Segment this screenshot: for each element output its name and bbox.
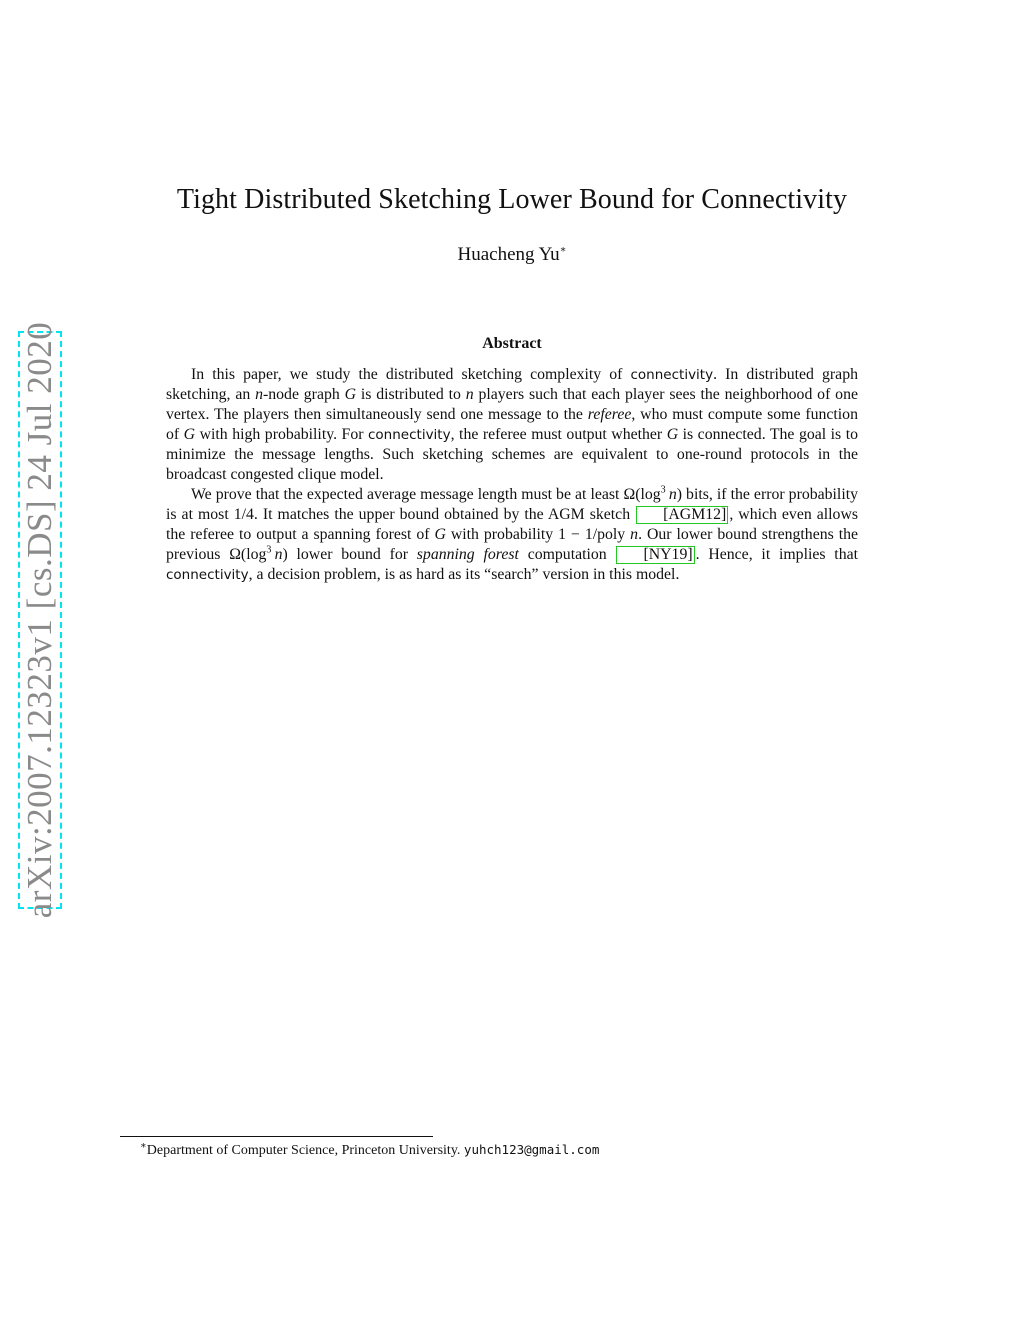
author-footnote-mark[interactable]: ∗ xyxy=(559,244,567,256)
term-connectivity: connectivity xyxy=(368,427,451,443)
text-run: players such that each player sees the neighborhood of one vertex. The players then simultaneously send one message to the xyxy=(166,386,858,423)
math-var: G xyxy=(344,386,357,403)
text-run: -node graph xyxy=(262,386,345,403)
citation-link-agm12[interactable]: [AGM12] xyxy=(636,506,728,524)
footnote-rule xyxy=(120,1136,433,1137)
footnote-mark: ∗ xyxy=(140,1140,147,1152)
math-var: n xyxy=(668,486,677,503)
text-run: is distributed to xyxy=(356,386,466,403)
arxiv-stamp xyxy=(18,321,62,919)
text-run: . In distributed graph sketching, an xyxy=(166,366,858,403)
text-run: . Our lower bound strengthens the previous Ω(log xyxy=(166,526,858,563)
text-run: . Hence, it implies that xyxy=(695,546,858,563)
text-run: , who must compute some function of xyxy=(166,406,858,443)
text-run: is connected. The goal is to minimize the message lengths. Such sketching schemes are equivalent to one-round protocols in the broadcast congested clique model. xyxy=(166,426,858,483)
math-var: G xyxy=(183,426,196,443)
superscript: 3 xyxy=(660,484,666,496)
abstract-body xyxy=(166,365,858,585)
math-var: n xyxy=(465,386,474,403)
math-var: G xyxy=(434,526,446,543)
abstract-heading: Abstract xyxy=(482,335,542,352)
author-email[interactable]: yuhch123@gmail.com xyxy=(463,1142,600,1157)
math-var: n xyxy=(630,526,639,543)
math-var: n xyxy=(274,546,283,563)
footnote-text: Department of Computer Science, Princeton University. xyxy=(146,1143,464,1158)
author-line xyxy=(0,244,1024,266)
citation-link-ny19[interactable]: [NY19] xyxy=(616,546,694,564)
text-run: with probability 1 − 1/poly xyxy=(445,526,631,543)
term-connectivity: connectivity xyxy=(630,367,714,383)
text-run: , the referee must output whether xyxy=(450,426,667,443)
emphasis: referee xyxy=(587,406,632,423)
arxiv-id: arXiv:2007.12323v1 [cs.DS] 24 Jul 2020 xyxy=(20,321,59,919)
abstract-paragraph-2 xyxy=(166,485,858,585)
text-run: ) lower bound for xyxy=(282,546,417,563)
author-name: Huacheng Yu xyxy=(457,244,560,265)
text-run: , which even allows the referee to output a spanning forest of xyxy=(166,506,858,543)
text-run: , a decision problem, is as hard as its “search” version in this model. xyxy=(248,566,680,583)
term-connectivity: connectivity xyxy=(166,567,249,583)
superscript: 3 xyxy=(266,544,272,556)
abstract-paragraph-1 xyxy=(166,365,858,485)
text-run: with high probability. For xyxy=(195,426,368,443)
emphasis: spanning forest xyxy=(416,546,519,563)
paper-title: Tight Distributed Sketching Lower Bound for Connectivity xyxy=(176,184,848,215)
text-run: In this paper, we study the distributed sketching complexity of xyxy=(191,366,631,383)
text-run: We prove that the expected average message length must be at least Ω(log xyxy=(191,486,661,503)
math-var: G xyxy=(666,426,679,443)
text-run: ) bits, if the error probability is at most 1/4. It matches the upper bound obtained by the AGM sketch xyxy=(166,486,858,523)
math-var: n xyxy=(255,386,263,403)
footnote xyxy=(140,1142,599,1159)
text-run: computation xyxy=(518,546,616,563)
